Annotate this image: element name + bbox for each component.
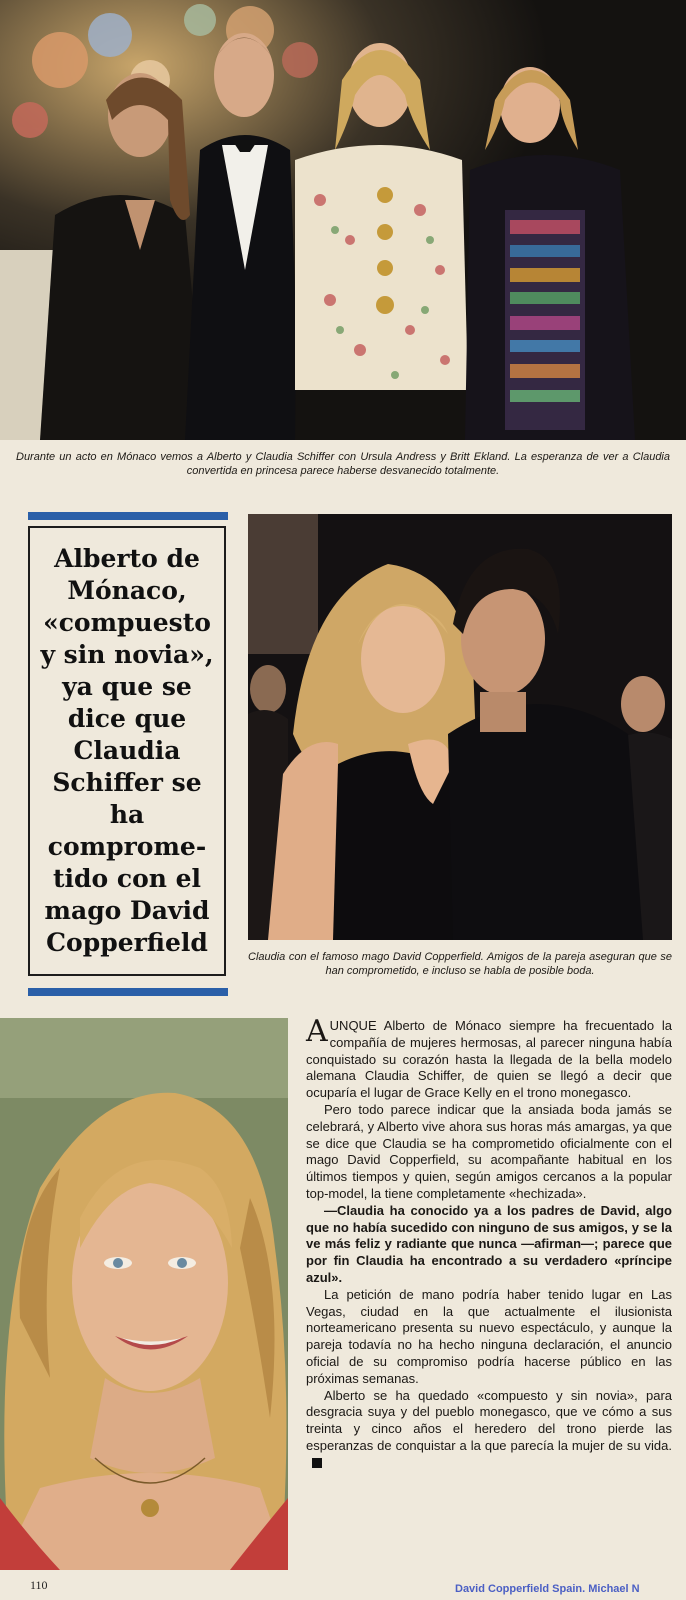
- photo-caption-middle: Claudia con el famoso mago David Copperfield. Amigos de la pareja aseguran que se han comprometido, e incluso se habla de posible boda.: [248, 951, 672, 977]
- headline-rule-top: [28, 512, 228, 520]
- portrait-photo: [0, 1018, 288, 1570]
- drop-cap: A: [306, 1014, 328, 1049]
- article-paragraph: La petición de mano podría haber tenido lugar en Las Vegas, ciudad en la que actualmente el ilusionista norteamericano presenta su nuevo espectáculo, y aunque la pareja todavía no ha hecho ninguna declaración, el anuncio oficial de su compromiso podría hacerse público en las próximas semanas.: [306, 1286, 672, 1386]
- photo-caption-top: Durante un acto en Mónaco vemos a Alberto y Claudia Schiffer con Ursula Andress y Britt Ekland. La esperanza de ver a Claudia convertida en princesa parece haberse desvanecido totalmente.: [16, 451, 670, 477]
- headline-rule-bottom: [28, 988, 228, 996]
- group-photo: [0, 0, 686, 440]
- watermark-text: David Copperfield Spain. Michael N: [455, 1583, 640, 1595]
- end-mark-icon: [312, 1458, 322, 1468]
- article-paragraph-last: Alberto se ha quedado «compuesto y sin novia», para desgracia suya y del pueblo monegasco, que ve cómo a sus treinta y cinco años el heredero del trono pierde las esperanzas de conquistar a la que parecía la mujer de su vida.: [306, 1388, 672, 1472]
- article-paragraph: Pero todo parece indicar que la ansiada boda jamás se celebrará, y Alberto vive ahora sus horas más amargas, ya que se dice que Claudia se ha comprometido oficialmente con el mago David Copperfield, su acompañante habitual en los últimos tiempos y quien, según amigos cercanos a la popular top-model, la tiene completamente «hechizada».: [306, 1101, 672, 1201]
- article-headline: Alberto de Mónaco, «compuesto y sin novia», ya que se dice que Claudia Schiffer se ha comprome-tido con el mago David Copperfield: [40, 544, 214, 957]
- couple-photo: [248, 514, 672, 940]
- headline-box: [28, 526, 226, 976]
- article-body: [306, 1014, 672, 1472]
- article-paragraph-quote: —Claudia ha conocido ya a los padres de David, algo que no había sucedido con ninguno de sus amigos, y se la ve más feliz y radiante que nunca —afirman—; parece que por fin Claudia ha encontrado a su verdadero «príncipe azul».: [306, 1202, 672, 1285]
- article-paragraph: AUNQUE Alberto de Mónaco siempre ha frecuentado la compañía de mujeres hermosas, al parecer ninguna había conquistado su corazón hasta la llegada de la bella modelo alemana Claudia Schiffer, de quien se llegó a decir que ocuparía el lugar de Grace Kelly en el trono monegasco.: [306, 1014, 672, 1101]
- page-number: 110: [30, 1578, 48, 1592]
